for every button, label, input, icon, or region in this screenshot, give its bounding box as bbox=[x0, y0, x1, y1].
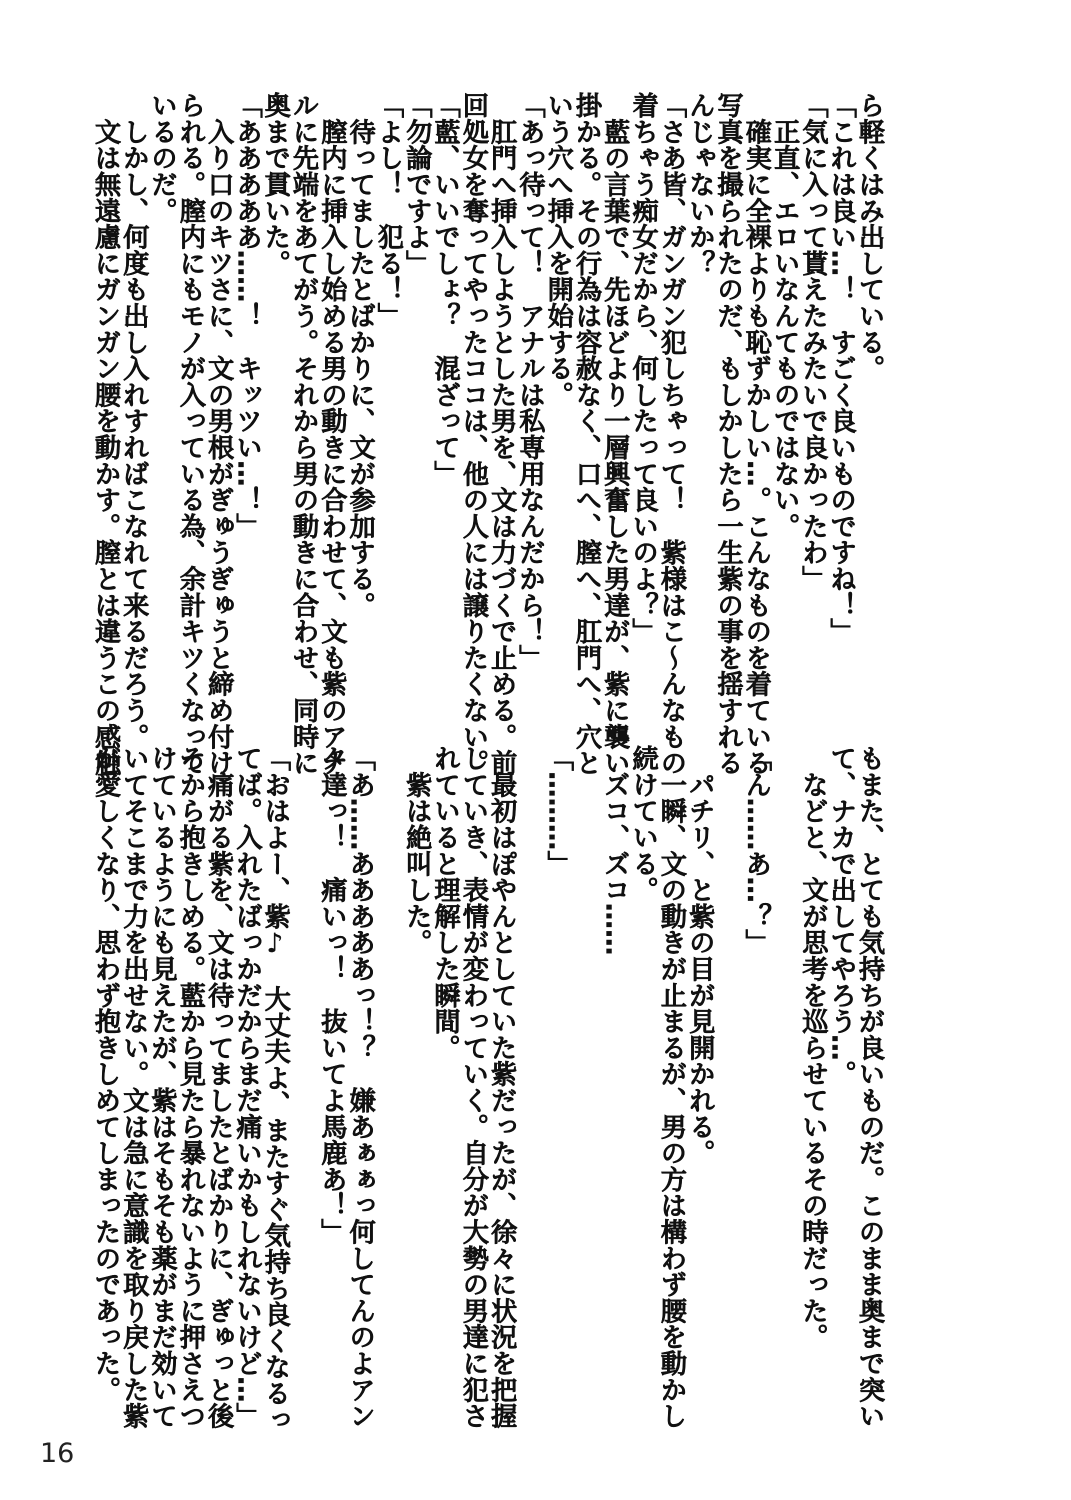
text-line bbox=[374, 745, 402, 1373]
text-line: れていると理解した瞬間。 bbox=[429, 745, 460, 1061]
text-line: 「あ……あああああっ！？ 嫌あぁぁっ何してんのよアン bbox=[344, 745, 375, 1429]
text-line: 確実に全裸よりも恥ずかしい…。こんなものを着ている bbox=[740, 92, 771, 776]
text-line: しかし、何度も出し入れすればこなれて来るだろう。 bbox=[118, 92, 149, 750]
text-line: 写真を撮られたのだ、もしかしたら一生紫の事を揺すれる bbox=[712, 92, 743, 776]
text-line: んじゃないか？ bbox=[684, 92, 715, 277]
text-line: けているようにも見えたが、紫はそもそも薬がまだ効いて bbox=[146, 745, 177, 1429]
text-line: 最初はぽやんとしていた紫だったが、徐々に状況を把握 bbox=[486, 745, 517, 1429]
text-line: していき、表情が変わっていく。自分が大勢の男達に犯さ bbox=[457, 745, 488, 1429]
text-line: などと、文が思考を巡らせているその時だった。 bbox=[797, 745, 828, 1350]
text-line bbox=[289, 745, 317, 1373]
text-line: 「あっ待って！ アナルは私専用なんだから！」 bbox=[514, 92, 545, 671]
text-line: 膣内に挿入し始める男の動きに合わせて、文も紫のアナ bbox=[316, 92, 347, 776]
text-line: 奥まで貫いた。 bbox=[259, 92, 290, 277]
text-line: 「これは良い…！ すごく良いものですね！」 bbox=[825, 92, 856, 645]
text-line: ルに先端をあてがう。それから男の動きに合わせ、同時に bbox=[288, 92, 319, 776]
text-line: いてそこまで力を出せない。文は急に意識を取り戻した紫 bbox=[118, 745, 149, 1429]
text-line: て、ナカで出してやろう…。 bbox=[825, 745, 856, 1087]
text-line bbox=[515, 745, 543, 1373]
text-line: ズコ、ズコ…… bbox=[599, 745, 630, 956]
text-line: 紫は絶叫した。 bbox=[401, 745, 432, 956]
text-line: 痛がる紫を、文は待ってましたとばかりに、ぎゅっと後 bbox=[203, 745, 234, 1429]
text-line bbox=[770, 745, 798, 1373]
page-number: 16 bbox=[40, 1438, 75, 1469]
text-line: 回処女を奪ってやったココは、他の人には譲りたくない。 bbox=[457, 92, 488, 776]
text-line: 「藍、いいでしょ？ 混ざって」 bbox=[429, 92, 460, 487]
text-line: 掛かる。その行為は容赦なく、口へ、膣へ、肛門へ、穴と bbox=[571, 92, 602, 776]
text-line: 入り口のキツさに、文の男根がぎゅうぎゅうと締め付け bbox=[203, 92, 234, 776]
text-line: 正直、エロいなんてものではない。 bbox=[769, 92, 800, 540]
text-line bbox=[572, 745, 600, 1373]
text-line: 「おはよー、紫♪ 大丈夫よ、またすぐ気持ち良くなるっ bbox=[259, 745, 290, 1433]
text-line: 「………」 bbox=[542, 745, 573, 877]
text-line: 「気に入って貰えたみたいで良かったわ」 bbox=[797, 92, 828, 592]
text-line: パチリ、と紫の目が見開かれる。 bbox=[684, 745, 715, 1166]
text-line: 藍の言葉で、先ほどより一層興奮した男達が、紫に襲い bbox=[599, 92, 630, 776]
text-line: 着ちゃう痴女だから、何したって良いのよ？」 bbox=[627, 92, 658, 645]
text-line: が愛しくなり、思わず抱きしめてしまったのであった。 bbox=[89, 745, 120, 1403]
text-line: 「ん……あ…？」 bbox=[740, 745, 771, 956]
top-text-block bbox=[89, 92, 884, 776]
text-line: 「あああああ……！ キッツい…！」 bbox=[231, 92, 262, 540]
text-line: 肛門へ挿入しようとした男を、文は力づくで止める。前 bbox=[486, 92, 517, 776]
text-line: タ達っ！ 痛いっ！ 抜いてよ馬鹿あ！」 bbox=[316, 745, 347, 1245]
text-line: られる。膣内にもモノが入っている為、余計キツくなって bbox=[174, 92, 205, 776]
text-line: 続けている。 bbox=[627, 745, 658, 903]
text-line: もまた、とても気持ちが良いものだ。このまま奥まで突い bbox=[854, 745, 884, 1429]
text-line: 待ってましたとばかりに、文が参加する。 bbox=[344, 92, 375, 618]
text-line: いう穴へ挿入を開始する。 bbox=[542, 92, 573, 408]
text-line: いるのだ。 bbox=[146, 92, 177, 224]
text-line: 文は無遠慮にガンガン腰を動かす。膣とは違うこの感触 bbox=[89, 92, 120, 776]
bottom-text-block bbox=[89, 745, 884, 1433]
text-line: 「よし！ 犯る！」 bbox=[372, 92, 403, 329]
text-line: てば。入れたばっかだからまだ痛いかもしれないけど…」 bbox=[231, 745, 262, 1429]
text-line: ろから抱きしめる。藍から見たら暴れないように押さえつ bbox=[174, 745, 205, 1429]
text-line: 「さあ皆、ガンガン犯しちゃって！ 紫様はこ～んなもの bbox=[655, 92, 686, 776]
text-line: ら軽くはみ出している。 bbox=[854, 92, 884, 382]
text-line: 一瞬、文の動きが止まるが、男の方は構わず腰を動かし bbox=[655, 745, 686, 1429]
text-line: 「勿論ですよ」 bbox=[401, 92, 432, 277]
text-line bbox=[713, 745, 741, 1373]
